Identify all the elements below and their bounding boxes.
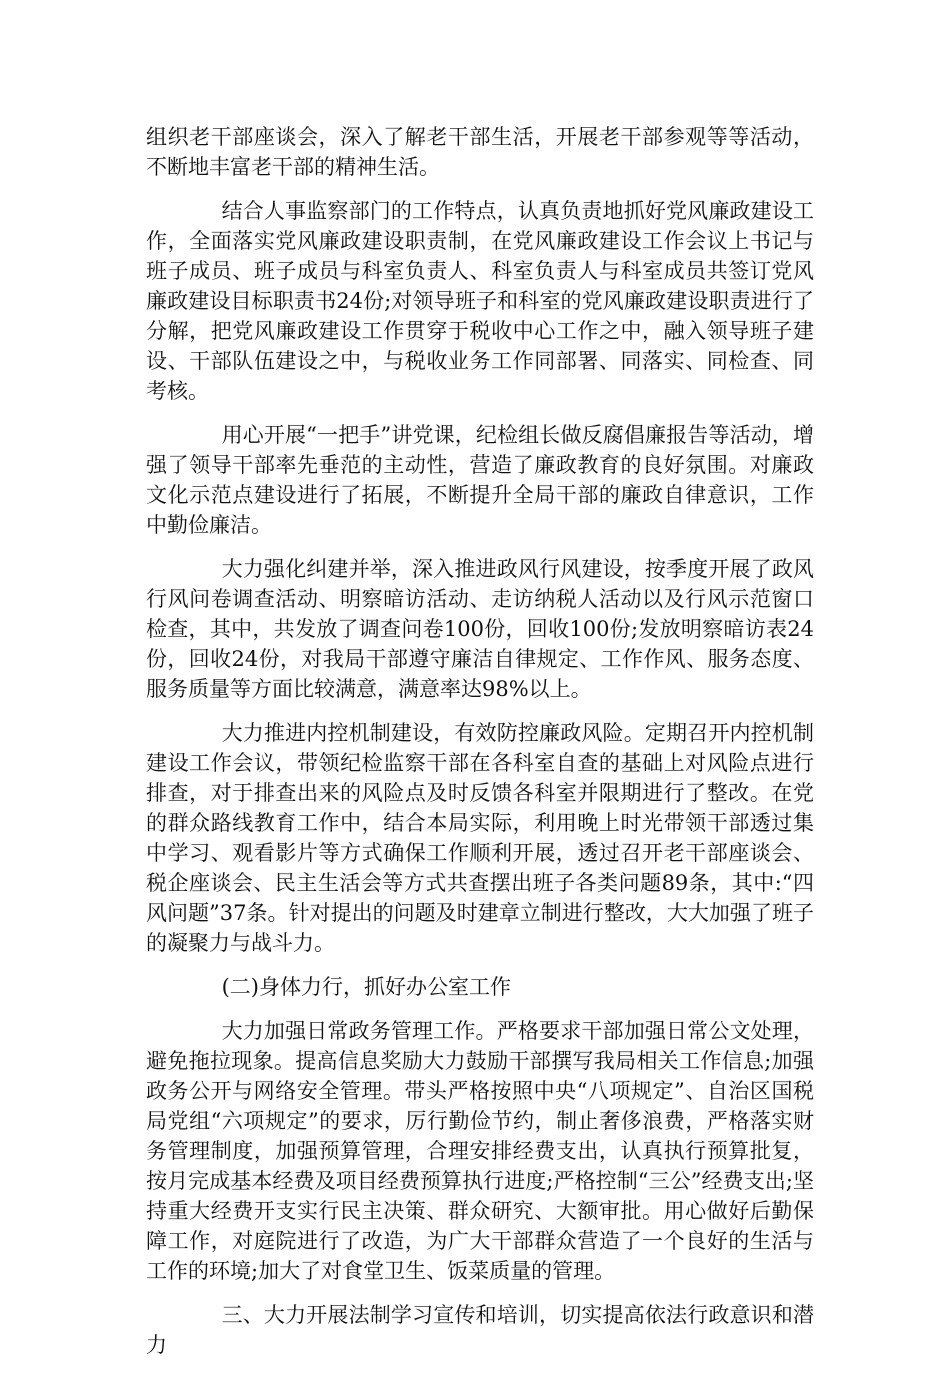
section-heading-office-work: (二)身体力行，抓好办公室工作 xyxy=(221,975,511,999)
document-body xyxy=(146,122,814,1374)
paragraph-internal-control: 大力推进内控机制建设，有效防控廉政风险。定期召开内控机制建设工作会议，带领纪检监察干部在各科室自查的基础上对风险点进行排查，对于排查出来的风险点及时反馈各科室并限期进行了整改。在党的群众路线教育工作中，结合本局实际，利用晚上时光带领干部透过集中学习、观看影片等方式确保工作顺利开展，透过召开老干部座谈会、税企座谈会、民主生活会等方式共查摆出班子各类问题89条，其中:“四风问题”37条。针对提出的问题及时建章立制进行整改，大大加强了班子的凝聚力与战斗力。 xyxy=(146,721,814,955)
paragraph-clean-government-responsibility: 结合人事监察部门的工作特点，认真负责地抓好党风廉政建设工作，全面落实党风廉政建设职责制，在党风廉政建设工作会议上书记与班子成员、班子成员与科室负责人、科室负责人与科室成员共签订党风廉政建设目标职责书24份;对领导班子和科室的党风廉政建设职责进行了分解，把党风廉政建设工作贯穿于税收中心工作之中，融入领导班子建设、干部队伍建设之中，与税收业务工作同部署、同落实、同检查、同考核。 xyxy=(146,199,814,403)
paragraph-retired-cadres: 组织老干部座谈会，深入了解老干部生活，开展老干部参观等等活动，不断地丰富老干部的精神生活。 xyxy=(146,125,814,179)
paragraph-government-affairs: 大力加强日常政务管理工作。严格要求干部加强日常公文处理，避免拖拉现象。提高信息奖励大力鼓励干部撰写我局相关工作信息;加强政务公开与网络安全管理。带头严格按照中央“八项规定”、自治区国税局党组“六项规定”的要求，厉行勤俭节约，制止奢侈浪费，严格落实财务管理制度，加强预算管理，合理安排经费支出，认真执行预算批复，按月完成基本经费及项目经费预算执行进度;严格控制“三公”经费支出;坚持重大经费开支实行民主决策、群众研究、大额审批。用心做好后勤保障工作，对庭院进行了改造，为广大干部群众营造了一个良好的生活与工作的环境;加大了对食堂卫生、饭菜质量的管理。 xyxy=(146,1019,814,1283)
paragraph-style-construction: 大力强化纠建并举，深入推进政风行风建设，按季度开展了政风行风问卷调查活动、明察暗访活动、走访纳税人活动以及行风示范窗口检查，其中，共发放了调查问卷100份，回收100份;发放明察暗访表24份，回收24份，对我局干部遵守廉洁自律规定、工作作风、服务态度、服务质量等方面比较满意，满意率达98%以上。 xyxy=(146,557,814,701)
paragraph-party-lecture: 用心开展“一把手”讲党课，纪检组长做反腐倡廉报告等活动，增强了领导干部率先垂范的主动性，营造了廉政教育的良好氛围。对廉政文化示范点建设进行了拓展，不断提升全局干部的廉政自律意识，工作中勤俭廉洁。 xyxy=(146,423,814,537)
section-heading-legal-training: 三、大力开展法制学习宣传和培训，切实提高依法行政意识和潜力 xyxy=(146,1303,814,1357)
